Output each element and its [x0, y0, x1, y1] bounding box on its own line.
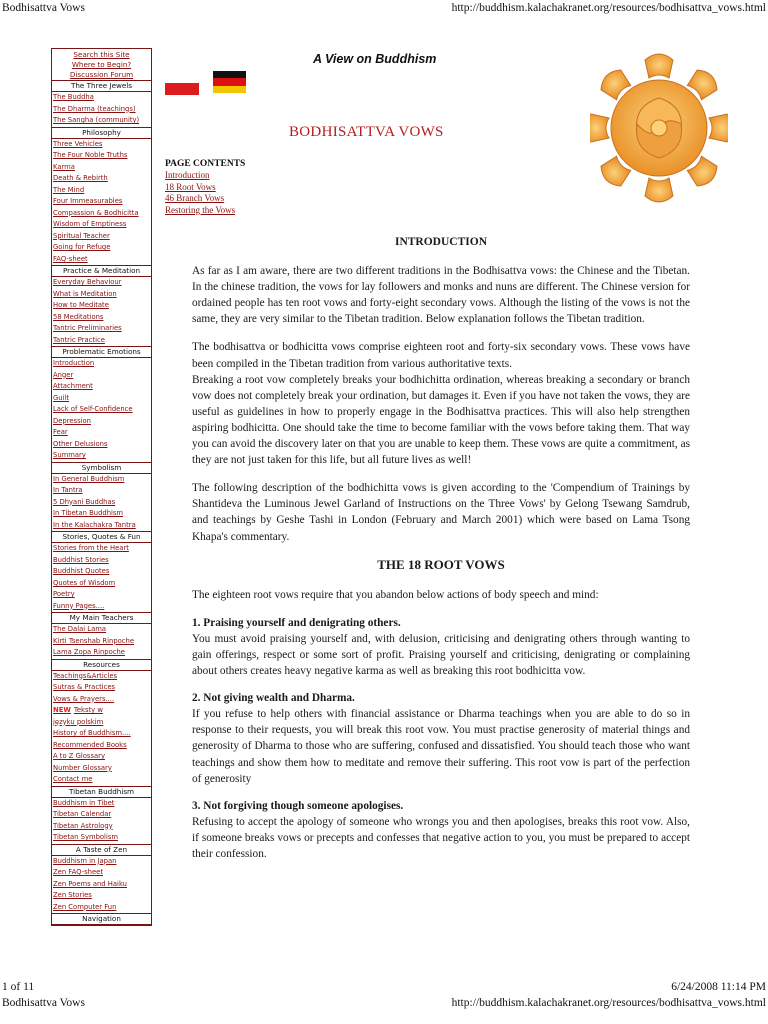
nav-link[interactable]: What is Meditation — [53, 289, 117, 298]
nav-link[interactable]: Sutras & Practices — [53, 683, 116, 691]
nav-link[interactable]: 5 Dhyani Buddhas — [53, 497, 116, 506]
nav-link[interactable]: History of Buddhism.... — [53, 729, 131, 737]
german-flag-icon[interactable] — [213, 71, 246, 93]
nav-link[interactable]: Compassion & Bodhicitta — [53, 208, 139, 217]
nav-link[interactable]: In the Kalachakra Tantra — [53, 520, 136, 529]
nav-link[interactable]: Lack of Self-Confidence — [53, 405, 133, 413]
nav-link[interactable]: 58 Meditations — [53, 312, 104, 321]
nav-link[interactable]: Tibetan Calendar — [53, 810, 112, 818]
page-title: BODHISATTVA VOWS — [289, 124, 444, 140]
nav-link[interactable]: Everyday Behaviour — [53, 278, 122, 286]
root-vows-heading: THE 18 ROOT VOWS — [377, 556, 505, 572]
nav-top-links — [52, 49, 151, 80]
nav-link[interactable]: Funny Pages.... — [53, 601, 105, 610]
nav-link[interactable]: In General Buddhism — [53, 474, 125, 483]
nav-link[interactable]: Zen Poems and Haiku — [53, 879, 127, 888]
nav-link[interactable]: The Sangha (community) — [53, 116, 140, 124]
nav-sections — [52, 80, 151, 925]
nav-link[interactable]: Stories from the Heart — [53, 544, 129, 552]
page-contents-heading: PAGE CONTENTS — [165, 159, 246, 169]
nav-section-heading: My Main Teachers — [52, 612, 151, 624]
nav-link[interactable]: Quotes of Wisdom — [53, 578, 116, 587]
intro-paragraph: Breaking a root vow completely breaks your bodhichitta ordination, whereas breaking a secondary or branch vow does not completely break your ordination, but damages it. Even if you have not taken the vows, they are useful as guidelines in how to properly engage in the Bodhisattva practices. This will also help strengthen aspiring bodhicitta. One should take the time to become familiar with the vows before taking them. That way you can avoid the discovery later on that you are unable to keep them. These vows are quite a commitment, as they are not just taken for this life, but all future lives as well! — [192, 373, 690, 467]
vow-text: Refusing to accept the apology of someone who wrongs you and then apologises, breaks this root vow. Also, if someone breaks vows or precepts and confesses that negative action to you, you must be prepared to accept their confession. — [192, 815, 690, 860]
root-vows-intro: The eighteen root vows require that you abandon below actions of body speech and mind: — [192, 588, 599, 601]
nav-link[interactable]: Summary — [53, 451, 86, 459]
toc-link-root-vows[interactable]: 18 Root Vows — [165, 181, 216, 192]
site-title: A View on Buddhism — [313, 52, 437, 66]
polish-flag-icon[interactable] — [165, 81, 199, 95]
nav-link[interactable]: Zen Stories — [53, 891, 92, 899]
nav-link-discussion-forum[interactable]: Discussion Forum — [69, 70, 134, 79]
intro-paragraph: As far as I am aware, there are two different traditions in the Bodhisattva vows: the Chinese and the Tibetan. In the chinese tradition, the vows for lay followers and monks and nuns are different. The Chinese version for ordained people has ten root vows and forty-eight secondary vows. Although the listing of the vows is not the same, they are very similar to the Tibetan tradition. Below explanation follows the Tibetan tradition. — [192, 265, 690, 326]
nav-link[interactable]: Tantric Preliminaries — [53, 324, 122, 332]
main-content — [192, 234, 690, 862]
vow-title: 1. Praising yourself and denigrating others. — [192, 616, 401, 629]
nav-link[interactable]: Guilt — [53, 393, 70, 402]
nav-link[interactable]: Going for Refuge — [53, 243, 111, 251]
dharma-wheel-logo-icon — [590, 53, 728, 203]
nav-link[interactable]: How to Meditate — [53, 301, 109, 309]
nav-section-heading: Tibetan Buddhism — [52, 786, 151, 798]
nav-link[interactable]: Other Delusions — [53, 439, 108, 448]
intro-paragraph: The bodhisattva or bodhicitta vows comprise eighteen root and forty-six secondary vows. These vows have been compiled in the Tibetan tradition from various authoritative texts. — [192, 341, 690, 370]
nav-link-label: Teksty w — [73, 706, 103, 714]
nav-link[interactable]: Karma — [53, 162, 75, 171]
nav-link[interactable]: Buddhist Stories — [53, 555, 109, 564]
nav-link[interactable]: Buddhism in Tibet — [53, 798, 115, 807]
nav-link[interactable]: Zen Computer Fun — [53, 902, 117, 911]
nav-link[interactable]: Tibetan Symbolism — [53, 833, 118, 841]
nav-link[interactable]: FAQ-sheet — [53, 254, 88, 263]
nav-link[interactable]: Contact me — [53, 775, 93, 783]
nav-link[interactable]: In Tantra — [53, 486, 83, 494]
nav-link[interactable]: Buddhism in Japan — [53, 856, 117, 865]
nav-link[interactable]: The Four Noble Truths — [53, 151, 128, 159]
intro-paragraph: The following description of the bodhichitta vows is given according to the 'Compendium of Trainings by Shantideva the Luminous Jewel Garland of Instructions on the Three Vows' by Gelong Tsewang Samdrub, and teachings by Geshe Tashi in London (February and March 2001) which were based on Lama Tsong Khapa's commentary. — [192, 482, 690, 543]
nav-link[interactable]: Depression — [53, 416, 91, 425]
vow-text: You must avoid praising yourself and, with delusion, criticising and denigrating others through wanting to gain offerings, respect or some sort of profit. Praising yourself and criticising, denigrating or complaining about others creates heavy negative karma as well as breaking this root bodhicitta vow. — [192, 632, 690, 678]
nav-section-heading: Philosophy — [52, 127, 151, 139]
nav-link[interactable]: Vows & Prayers.... — [53, 694, 115, 703]
nav-link[interactable]: In Tibetan Buddhism — [53, 509, 124, 517]
nav-link-where-to-begin[interactable]: Where to Begin? — [71, 60, 132, 69]
nav-section-heading: Symbolism — [52, 462, 151, 474]
nav-link[interactable]: Wisdom of Emptiness — [53, 220, 127, 228]
nav-section-heading: The Three Jewels — [52, 80, 151, 92]
print-footer-date: 6/24/2008 11:14 PM — [671, 981, 766, 993]
nav-link[interactable]: The Mind — [53, 185, 85, 194]
page-contents — [165, 158, 245, 216]
print-footer-title: Bodhisattva Vows — [2, 997, 85, 1009]
nav-section-heading: Problematic Emotions — [52, 346, 151, 358]
nav-link[interactable]: Tibetan Astrology — [53, 821, 113, 830]
nav-link[interactable]: języku polskim — [53, 717, 104, 726]
nav-link[interactable]: A to Z Glossary — [53, 752, 105, 760]
nav-link[interactable]: Zen FAQ-sheet — [53, 868, 103, 876]
nav-link[interactable]: Recommended Books — [53, 740, 127, 749]
vow-title: 3. Not forgiving though someone apologises. — [192, 799, 404, 812]
toc-link-branch-vows[interactable]: 46 Branch Vows — [165, 193, 225, 203]
nav-link[interactable]: Spiritual Teacher — [53, 231, 110, 240]
nav-link[interactable]: The Buddha — [53, 93, 94, 101]
nav-link[interactable]: Buddhist Quotes — [53, 567, 110, 575]
print-header-title: Bodhisattva Vows — [2, 2, 85, 14]
toc-link-introduction[interactable]: Introduction — [165, 170, 210, 180]
nav-section-heading: Navigation — [52, 913, 151, 925]
nav-link[interactable]: Anger — [53, 370, 74, 379]
nav-link[interactable]: Lama Zopa Rinpoche — [53, 648, 125, 656]
vow-text: If you refuse to help others with financial assistance or Dharma teachings when you are able to do so in response to their requests, you will break this root vow. You must practise generosity of material things and generosity of Dharma to those who are suffering, confused and dissatisfied. You should teach those who want teachings and show them how to meditate and remove their suffering. This root vow is part of the perfection of generosity — [192, 708, 690, 785]
nav-link[interactable]: Tantric Practice — [53, 335, 105, 344]
nav-link[interactable]: Kirti Tsenshab Rinpoche — [53, 636, 135, 645]
nav-link[interactable]: The Dharma (teachings) — [53, 104, 136, 113]
print-footer-page-counter: 1 of 11 — [2, 981, 35, 993]
print-header-url: http://buddhism.kalachakranet.org/resources/bodhisattva_vows.html — [451, 2, 766, 14]
nav-link[interactable]: Death & Rebirth — [53, 174, 108, 182]
nav-section-heading: Resources — [52, 659, 151, 671]
nav-section-heading: A Taste of Zen — [52, 844, 151, 856]
nav-section-heading: Stories, Quotes & Fun — [52, 531, 151, 543]
nav-link[interactable] — [52, 705, 151, 717]
nav-link[interactable]: Number Glossary — [53, 763, 112, 772]
vow-title: 2. Not giving wealth and Dharma. — [192, 692, 355, 705]
nav-link[interactable]: Teachings&Articles — [53, 671, 118, 680]
nav-section-heading: Practice & Meditation — [52, 265, 151, 277]
nav-link[interactable]: The Dalai Lama — [53, 625, 107, 633]
nav-link[interactable]: Fear — [53, 428, 68, 436]
new-badge: NEW — [53, 706, 71, 714]
print-footer-url: http://buddhism.kalachakranet.org/resources/bodhisattva_vows.html — [451, 997, 766, 1009]
nav-link[interactable]: Three Vehicles — [53, 139, 103, 148]
nav-link[interactable]: Introduction — [53, 359, 95, 367]
nav-link[interactable]: Four Immeasurables — [53, 197, 123, 205]
toc-link-restoring-vows[interactable]: Restoring the Vows — [165, 204, 236, 215]
nav-link-search[interactable]: Search this Site — [73, 50, 130, 59]
introduction-heading: INTRODUCTION — [394, 236, 487, 248]
sidebar-navigation — [51, 48, 152, 926]
nav-link[interactable]: Attachment — [53, 382, 93, 390]
nav-link[interactable]: Poetry — [53, 590, 75, 598]
